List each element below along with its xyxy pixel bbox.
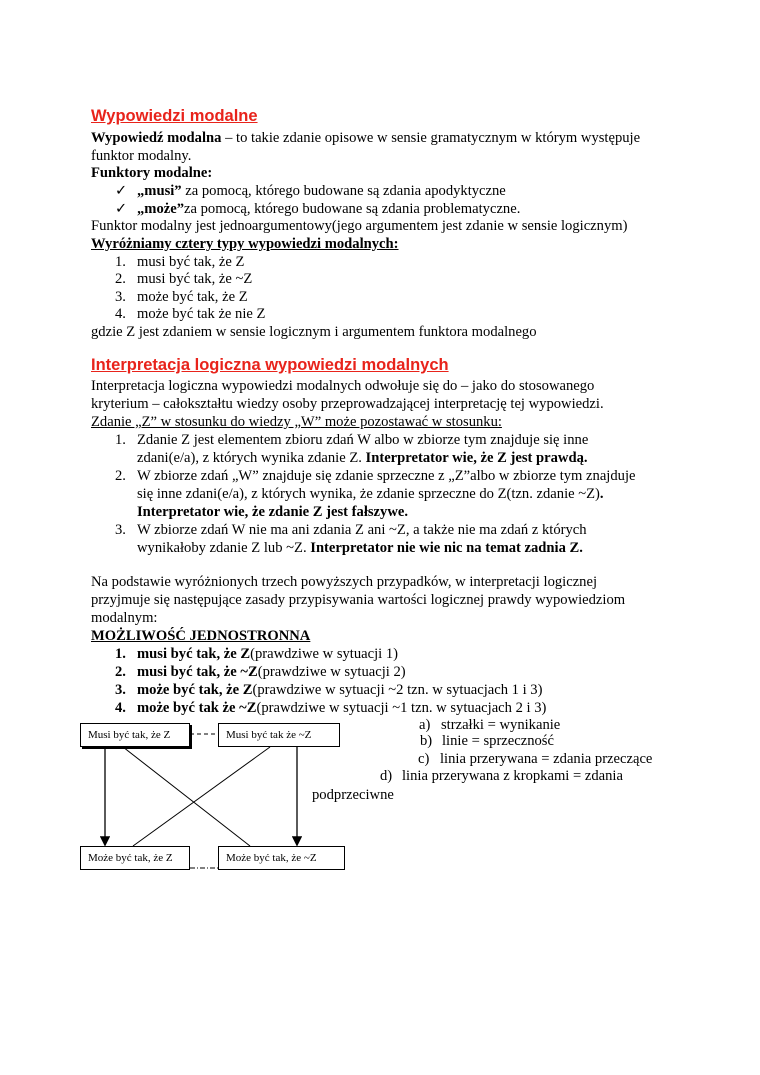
item-number: 2.: [115, 664, 126, 680]
rule-text: (prawdziwe w sytuacji ~2 tzn. w sytuacjach 1 i 3): [252, 682, 543, 698]
legend-text: linia przerywana = zdania przeczące: [440, 751, 653, 767]
basis-line: przyjmuje się następujące zasady przypisywania wartości logicznej prawdy wypowiedziom: [91, 592, 626, 608]
item-number: 4.: [115, 700, 126, 716]
diagram-box-possible-not-z: Może być tak, że ~Z: [218, 846, 345, 870]
legend-continuation: podprzeciwne: [312, 787, 394, 803]
diagram-box-possible-z: Może być tak, że Z: [80, 846, 190, 870]
functors-heading-text: Funktory modalne:: [91, 165, 213, 181]
case-text: Zdanie Z jest elementem zbioru zdań W albo w zbiorze tym znajduje się inne: [137, 432, 589, 448]
legend-letter: b): [420, 733, 433, 749]
case-text-period: .: [599, 486, 604, 502]
contradiction-line: [133, 747, 270, 846]
item-text: może być tak że nie Z: [137, 306, 266, 322]
intro-line: Zdanie „Z” w stosunku do wiedzy „W” może pozostawać w stosunku:: [91, 414, 502, 430]
item-text: musi być tak, że ~Z: [137, 271, 253, 287]
case-text: się inne zdani(e/a), z których wynika, że zdanie sprzeczne do Z(tzn. zdanie ~Z): [137, 486, 600, 502]
rule-term: może być tak, że Z: [137, 682, 253, 698]
item-number: 1.: [115, 432, 126, 448]
rule-text: (prawdziwe w sytuacji 1): [250, 646, 399, 662]
case-conclusion: Interpretator wie, że Z jest prawdą.: [365, 450, 588, 466]
legend-text: linia przerywana z kropkami = zdania: [402, 768, 623, 784]
item-number: 2.: [115, 468, 126, 484]
rule-term: musi być tak, że ~Z: [137, 664, 258, 680]
item-text: może być tak, że Z: [137, 289, 248, 305]
definition-term: Wypowiedź modalna: [91, 130, 222, 146]
contradiction-line: [123, 747, 250, 846]
item-number: 3.: [115, 522, 126, 538]
intro-line: Interpretacja logiczna wypowiedzi modalnych odwołuje się do – jako do stosowanego: [91, 378, 595, 394]
rule-text: (prawdziwe w sytuacji 2): [257, 664, 406, 680]
functor-text: za pomocą, którego budowane są zdania problematyczne.: [184, 201, 521, 217]
item-number: 3.: [115, 682, 126, 698]
item-number: 2.: [115, 271, 126, 287]
case-text: W zbiorze zdań „W” znajduje się zdanie sprzeczne z „Z”albo w zbiorze tym znajduje: [137, 468, 636, 484]
where-note: gdzie Z jest zdaniem w sensie logicznym i argumentem funktora modalnego: [91, 324, 537, 340]
legend-letter: d): [380, 768, 393, 784]
item-number: 4.: [115, 306, 126, 322]
legend-text: strzałki = wynikanie: [441, 717, 561, 733]
basis-line: modalnym:: [91, 610, 158, 626]
item-number: 3.: [115, 289, 126, 305]
legend-letter: a): [419, 717, 431, 733]
diagram-box-necessary-z: Musi być tak, że Z: [80, 723, 190, 747]
case-text: W zbiorze zdań W nie ma ani zdania Z ani ~Z, a także nie ma zdań z których: [137, 522, 587, 538]
case-conclusion: Interpretator nie wie nic na temat zadnia Z.: [310, 540, 583, 556]
rule-term: musi być tak, że Z: [137, 646, 251, 662]
basis-line: Na podstawie wyróżnionych trzech powyższych przypadków, w interpretacji logicznej: [91, 574, 597, 590]
functor-note: Funktor modalny jest jednoargumentowy(jego argumentem jest zdanie w sensie logicznym): [91, 218, 628, 234]
legend-text: linie = sprzeczność: [442, 733, 554, 749]
case-conclusion-text: Interpretator wie, że zdanie Z jest fałszywe.: [137, 504, 408, 520]
section-heading-modal-statements: Wypowiedzi modalne: [91, 107, 258, 125]
item-text: musi być tak, że Z: [137, 254, 245, 270]
case-text: zdani(e/a), z których wynika zdanie Z.: [137, 450, 366, 466]
legend-letter: c): [418, 751, 430, 767]
case-text: wynikałoby zdanie Z lub ~Z.: [137, 540, 311, 556]
functor-text: za pomocą, którego budowane są zdania apodyktyczne: [181, 183, 506, 199]
definition-line-2: funktor modalny.: [91, 148, 192, 164]
item-number: 1.: [115, 254, 126, 270]
functor-term: „może”: [137, 201, 185, 217]
possibility-heading-text: MOŻLIWOŚĆ JEDNOSTRONNA: [91, 628, 311, 644]
definition-text: – to takie zdanie opisowe w sensie gramatycznym w którym występuje: [221, 130, 641, 146]
types-heading-text: Wyróżniamy cztery typy wypowiedzi modalnych:: [91, 236, 399, 252]
rule-term: może być tak że ~Z: [137, 700, 257, 716]
rule-text: (prawdziwe w sytuacji ~1 tzn. w sytuacjach 2 i 3): [256, 700, 547, 716]
intro-line: kryterium – całokształtu wiedzy osoby przeprowadzającej interpretację tej wypowiedzi.: [91, 396, 604, 412]
check-icon: ✓: [115, 201, 128, 217]
section-heading-interpretation: Interpretacja logiczna wypowiedzi modalnych: [91, 356, 449, 374]
check-icon: ✓: [115, 183, 128, 199]
functor-term: „musi”: [137, 183, 182, 199]
diagram-box-necessary-not-z: Musi być tak że ~Z: [218, 723, 340, 747]
item-number: 1.: [115, 646, 126, 662]
